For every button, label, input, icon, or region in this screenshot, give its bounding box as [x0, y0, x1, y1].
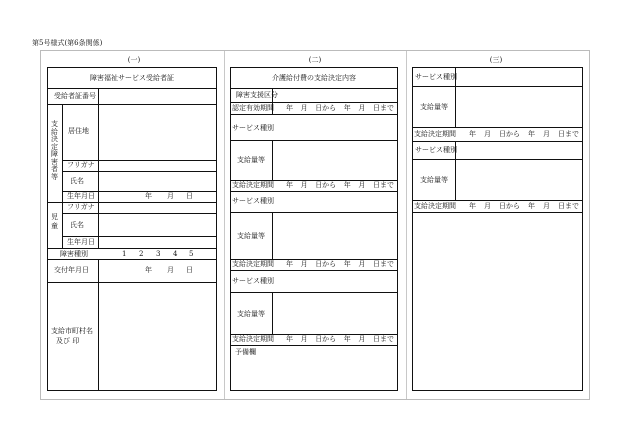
divider	[412, 127, 583, 128]
date-year-unit: 年	[469, 202, 476, 210]
date-year-unit: 年	[343, 104, 351, 112]
date-day-to-unit: 日まで	[372, 181, 394, 189]
service-type-field[interactable]	[455, 141, 583, 159]
date-year-unit: 年	[286, 260, 293, 268]
date-day-from-unit: 日から	[499, 202, 520, 210]
address-field[interactable]	[98, 104, 217, 160]
date-month-unit: 月	[543, 130, 550, 138]
birthdate-year-unit: 年	[145, 192, 152, 200]
child-name-field[interactable]	[98, 213, 217, 236]
disability-class-label: 障害種別	[60, 250, 88, 258]
child-name-label: 氏名	[70, 221, 84, 229]
remarks-label: 予備欄	[235, 348, 256, 356]
birthdate-day-unit: 日	[186, 192, 193, 200]
amount-label: 支給量等	[420, 176, 448, 184]
date-day-to-unit: 日まで	[372, 104, 394, 112]
date-day-from-unit: 日から	[315, 104, 337, 112]
date-month-unit: 月	[358, 260, 366, 268]
amount-field[interactable]	[272, 140, 398, 180]
furigana-field[interactable]	[98, 160, 217, 171]
date-month-unit: 月	[484, 202, 491, 210]
municipality-label: 支給市町村名	[51, 327, 93, 335]
birthdate-label: 生年月日	[67, 192, 95, 200]
service-type-field[interactable]	[272, 270, 398, 292]
cert-number-label: 受給者証番号	[54, 92, 96, 100]
recipient-group-label: 支給決定障害者等	[51, 120, 58, 181]
municipality-seal-field[interactable]	[98, 282, 217, 391]
decision-period-label: 支給決定期間	[232, 260, 274, 268]
municipality-seal-label: 及び 印	[56, 337, 80, 345]
remarks-field[interactable]	[230, 345, 398, 391]
date-year-unit: 年	[343, 181, 351, 189]
issue-date-year-unit: 年	[145, 266, 152, 274]
divider	[412, 200, 583, 201]
child-birthdate-field[interactable]	[98, 236, 217, 248]
amount-label: 支給量等	[420, 103, 448, 111]
divider	[62, 104, 63, 248]
date-month-unit: 月	[300, 335, 308, 343]
date-month-unit: 月	[543, 202, 550, 210]
date-year-unit: 年	[286, 335, 293, 343]
service-type-field[interactable]	[455, 67, 583, 86]
name-field[interactable]	[98, 171, 217, 191]
date-day-from-unit: 日から	[315, 260, 337, 268]
decision-period-range	[286, 336, 394, 343]
child-group-label: 児童	[51, 213, 58, 230]
service-type-label: サービス種別	[415, 73, 457, 81]
support-class-label: 障害支援区分	[236, 91, 278, 99]
address-label: 居住地	[68, 127, 89, 135]
amount-field[interactable]	[272, 212, 398, 259]
amount-label: 支給量等	[237, 156, 265, 164]
date-month-unit: 月	[300, 104, 308, 112]
amount-label: 支給量等	[237, 232, 265, 240]
valid-period-label: 認定有効期間	[232, 104, 274, 112]
disability-class-option[interactable]: 3	[156, 250, 161, 258]
furigana-label: フリガナ	[67, 161, 95, 169]
service-type-label: サービス種別	[232, 277, 274, 285]
fold-line-left	[224, 51, 225, 399]
date-year-unit: 年	[528, 202, 535, 210]
date-month-unit: 月	[484, 130, 491, 138]
amount-label: 支給量等	[237, 310, 265, 318]
decision-period-range	[469, 131, 579, 138]
blank-area[interactable]	[412, 212, 583, 391]
date-year-unit: 年	[286, 181, 293, 189]
date-day-to-unit: 日まで	[558, 130, 579, 138]
service-type-label: サービス種別	[232, 124, 274, 132]
service-type-field[interactable]	[272, 191, 398, 212]
decision-period-label: 支給決定期間	[414, 202, 456, 210]
child-furigana-label: フリガナ	[67, 203, 95, 211]
divider	[230, 102, 398, 103]
date-year-unit: 年	[343, 335, 351, 343]
form-heading: 第5号様式(第6条関係)	[32, 39, 103, 47]
decision-period-range	[286, 182, 394, 189]
decision-period-label: 支給決定期間	[414, 130, 456, 138]
certificate-title: 障害福祉サービス受給者証	[90, 74, 174, 82]
date-month-unit: 月	[358, 104, 366, 112]
column-number-three: (三)	[489, 56, 503, 64]
date-year-unit: 年	[528, 130, 535, 138]
support-class-field[interactable]	[272, 88, 398, 102]
column-number-two: (二)	[308, 56, 322, 64]
date-day-to-unit: 日まで	[372, 260, 394, 268]
name-label: 氏名	[70, 177, 84, 185]
decision-period-label: 支給決定期間	[232, 335, 274, 343]
date-month-unit: 月	[358, 181, 366, 189]
fold-line-right	[406, 51, 407, 399]
disability-class-option[interactable]: 2	[139, 250, 144, 258]
cert-number-field[interactable]	[98, 88, 217, 104]
date-day-from-unit: 日から	[315, 181, 337, 189]
date-month-unit: 月	[358, 335, 366, 343]
date-year-unit: 年	[469, 130, 476, 138]
decision-period-range	[469, 203, 579, 210]
child-furigana-field[interactable]	[98, 202, 217, 213]
date-day-to-unit: 日まで	[558, 202, 579, 210]
issue-date-label: 交付年月日	[54, 266, 89, 274]
amount-field[interactable]	[272, 292, 398, 334]
decision-panel-title: 介護給付費の支給決定内容	[272, 74, 356, 82]
date-year-unit: 年	[343, 260, 351, 268]
disability-class-option[interactable]: 4	[173, 250, 178, 258]
valid-period-range	[286, 105, 394, 112]
service-type-label: サービス種別	[232, 197, 274, 205]
column-number-one: (一)	[127, 56, 141, 64]
issue-date-day-unit: 日	[186, 266, 193, 274]
date-day-from-unit: 日から	[315, 335, 337, 343]
decision-period-range	[286, 261, 394, 268]
amount-field[interactable]	[455, 86, 583, 127]
amount-field[interactable]	[455, 159, 583, 200]
child-birthdate-label: 生年月日	[67, 238, 95, 246]
date-day-to-unit: 日まで	[372, 335, 394, 343]
issue-date-month-unit: 月	[167, 266, 174, 274]
disability-class-option[interactable]: 5	[189, 250, 194, 258]
service-type-label: サービス種別	[415, 146, 457, 154]
date-month-unit: 月	[300, 181, 308, 189]
date-day-from-unit: 日から	[499, 130, 520, 138]
decision-period-label: 支給決定期間	[232, 181, 274, 189]
disability-class-option[interactable]: 1	[122, 250, 127, 258]
service-type-field[interactable]	[272, 114, 398, 140]
divider	[47, 259, 217, 260]
date-month-unit: 月	[300, 260, 308, 268]
date-year-unit: 年	[286, 104, 293, 112]
divider	[47, 248, 217, 249]
birthdate-month-unit: 月	[167, 192, 174, 200]
